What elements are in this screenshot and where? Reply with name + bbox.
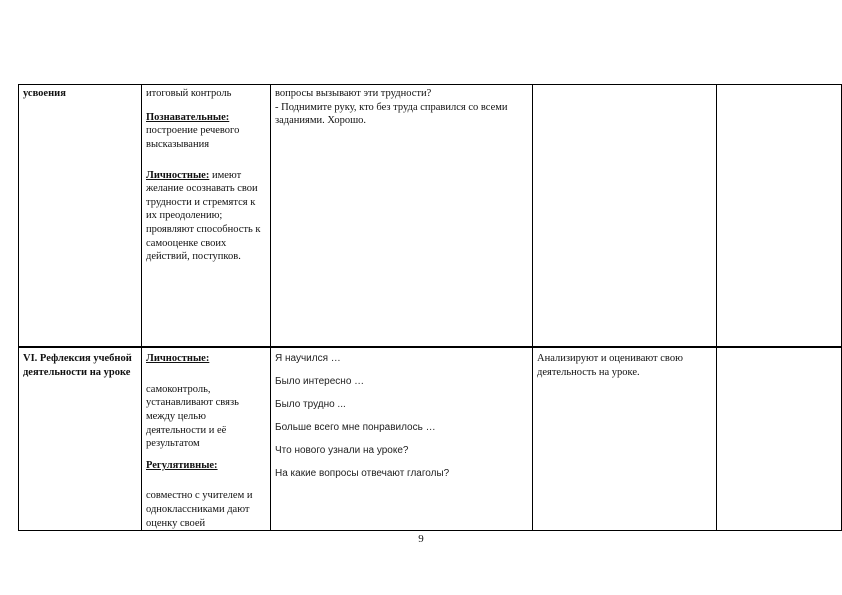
uud-line: итоговый контроль <box>146 88 232 99</box>
reflection-phrase: Больше всего мне понравилось … <box>275 422 436 433</box>
uud-cell <box>142 347 271 531</box>
personal-text: самоконтроль, устанавливают связь между целью деятельности и её результатом <box>146 383 239 450</box>
uud-cell <box>142 85 271 348</box>
page-number: 9 <box>418 533 424 545</box>
stage-label: VI. Рефлексия учебной деятельности на уроке <box>23 353 132 378</box>
teacher-activity-cell <box>271 85 533 348</box>
cognitive-text: построение речевого высказывания <box>146 125 240 150</box>
personal-heading: Личностные: <box>146 169 210 181</box>
teacher-text-line: - Поднимите руку, кто без труда справился со всеми заданиями. Хорошо. <box>275 101 508 127</box>
reflection-phrase: На какие вопросы отвечают глаголы? <box>275 468 450 479</box>
personal-heading: Личностные: <box>146 353 210 364</box>
reflection-phrase: Я научился … <box>275 353 341 364</box>
student-activity-text: Анализируют и оценивают свою деятельность на уроке. <box>537 353 683 378</box>
reflection-phrase: Было интересно … <box>275 376 365 387</box>
regulatory-text: совместно с учителем и одноклассниками дают оценку своей <box>146 490 253 529</box>
personal-text: имеют желание осознавать свои трудности и стремятся к их преодолению; проявляют способность к самооценке своих действий, поступков. <box>146 169 261 263</box>
notes-cell <box>717 85 842 348</box>
table-row <box>19 85 842 348</box>
reflection-phrase: Было трудно ... <box>275 399 346 410</box>
stage-cell <box>19 85 142 348</box>
cognitive-heading: Познавательные: <box>146 111 230 123</box>
teacher-text-line: вопросы вызывают эти трудности? <box>275 88 432 99</box>
stage-label: усвоения <box>23 88 66 99</box>
reflection-phrases-cell <box>271 347 533 531</box>
lesson-plan-table <box>18 84 842 531</box>
student-activity-cell <box>533 85 717 348</box>
notes-cell <box>717 347 842 531</box>
table-row <box>19 347 842 531</box>
student-activity-cell <box>533 347 717 531</box>
regulatory-heading: Регулятивные: <box>146 459 218 471</box>
reflection-phrase: Что нового узнали на уроке? <box>275 445 409 456</box>
stage-cell <box>19 347 142 531</box>
